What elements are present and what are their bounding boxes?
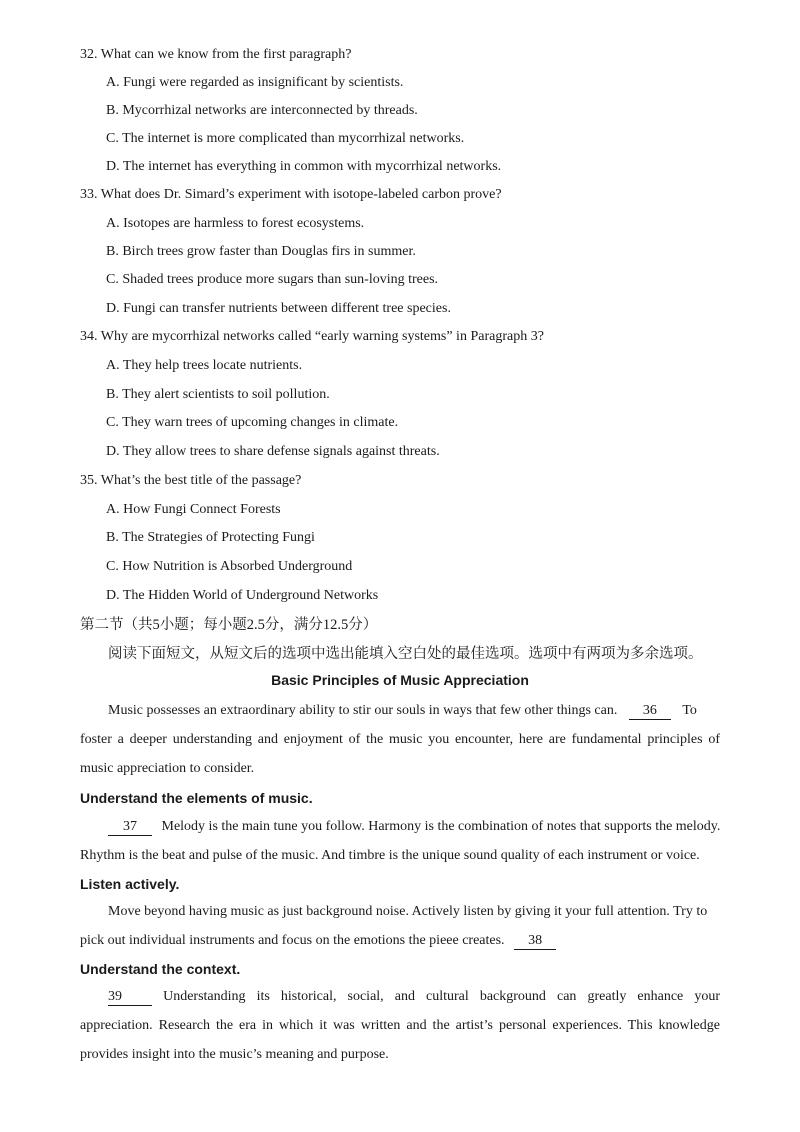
p2-line-2 — [80, 932, 556, 950]
blank-39: 39 — [108, 989, 152, 1006]
intro-line-1 — [108, 702, 697, 720]
question-35-option-a: A. How Fungi Connect Forests — [106, 502, 281, 517]
blank-38: 38 — [514, 933, 556, 950]
question-32-option-d: D. The internet has everything in common with mycorrhizal networks. — [106, 159, 502, 174]
blank-37: 37 — [108, 819, 152, 836]
p3-line-3: provides insight into the music’s meaning and purpose. — [80, 1047, 389, 1062]
question-32-stem: 32. What can we know from the first paragraph? — [80, 47, 352, 62]
question-35-option-c: C. How Nutrition is Absorbed Underground — [106, 559, 353, 574]
question-34-option-c: C. They warn trees of upcoming changes in climate. — [106, 415, 399, 430]
heading-context: Understand the context. — [80, 961, 241, 977]
intro-end: To — [682, 703, 697, 718]
question-32-option-b: B. Mycorrhizal networks are interconnected by threads. — [106, 103, 418, 118]
question-34-stem: 34. Why are mycorrhizal networks called “early warning systems” in Paragraph 3? — [80, 329, 544, 344]
p3-line-2: appreciation. Research the era in which it was written and the artist’s personal experiences. This knowledge — [80, 1018, 720, 1033]
question-35-option-b: B. The Strategies of Protecting Fungi — [106, 530, 315, 545]
question-34-option-d: D. They allow trees to share defense signals against threats. — [106, 444, 440, 459]
section-instruction: 阅读下面短文，从短文后的选项中选出能填入空白处的最佳选项。选项中有两项为多余选项。 — [108, 646, 703, 662]
p1-line-2: Rhythm is the beat and pulse of the music. And timbre is the unique sound quality of each instrument or voice. — [80, 848, 700, 863]
question-35-stem: 35. What’s the best title of the passage? — [80, 473, 302, 488]
heading-elements: Understand the elements of music. — [80, 790, 313, 806]
question-33-option-a: A. Isotopes are harmless to forest ecosystems. — [106, 216, 365, 231]
passage-title: Basic Principles of Music Appreciation — [271, 672, 529, 688]
intro-line-3: music appreciation to consider. — [80, 761, 255, 776]
question-33-option-b: B. Birch trees grow faster than Douglas firs in summer. — [106, 244, 416, 259]
p3-text: Understanding its historical, social, and cultural background can greatly enhance your — [163, 989, 721, 1004]
heading-listen: Listen actively. — [80, 876, 180, 892]
blank-36: 36 — [629, 703, 671, 720]
p3-line-1 — [108, 988, 720, 1006]
question-32-option-a: A. Fungi were regarded as insignificant by scientists. — [106, 75, 404, 90]
intro-text: Music possesses an extraordinary ability to stir our souls in ways that few other things can. — [108, 703, 618, 718]
p2-line-1: Move beyond having music as just background noise. Actively listen by giving it your full attention. Try to — [108, 904, 708, 919]
question-34-option-a: A. They help trees locate nutrients. — [106, 358, 303, 373]
section-header: 第二节（共5小题；每小题2.5分，满分12.5分） — [80, 617, 378, 633]
question-33-option-c: C. Shaded trees produce more sugars than sun-loving trees. — [106, 272, 439, 287]
p1-text: Melody is the main tune you follow. Harmony is the combination of notes that supports the melody. — [161, 819, 721, 834]
intro-line-2: foster a deeper understanding and enjoyment of the music you encounter, here are fundamental principles of — [80, 732, 720, 747]
p2-text: pick out individual instruments and focus on the emotions the pieee creates. — [80, 933, 505, 948]
question-33-stem: 33. What does Dr. Simard’s experiment with isotope-labeled carbon prove? — [80, 187, 502, 202]
question-35-option-d: D. The Hidden World of Underground Networks — [106, 588, 379, 603]
p1-line-1 — [108, 818, 720, 836]
question-34-option-b: B. They alert scientists to soil pollution. — [106, 387, 330, 402]
question-32-option-c: C. The internet is more complicated than mycorrhizal networks. — [106, 131, 465, 146]
question-33-option-d: D. Fungi can transfer nutrients between different tree species. — [106, 301, 451, 316]
